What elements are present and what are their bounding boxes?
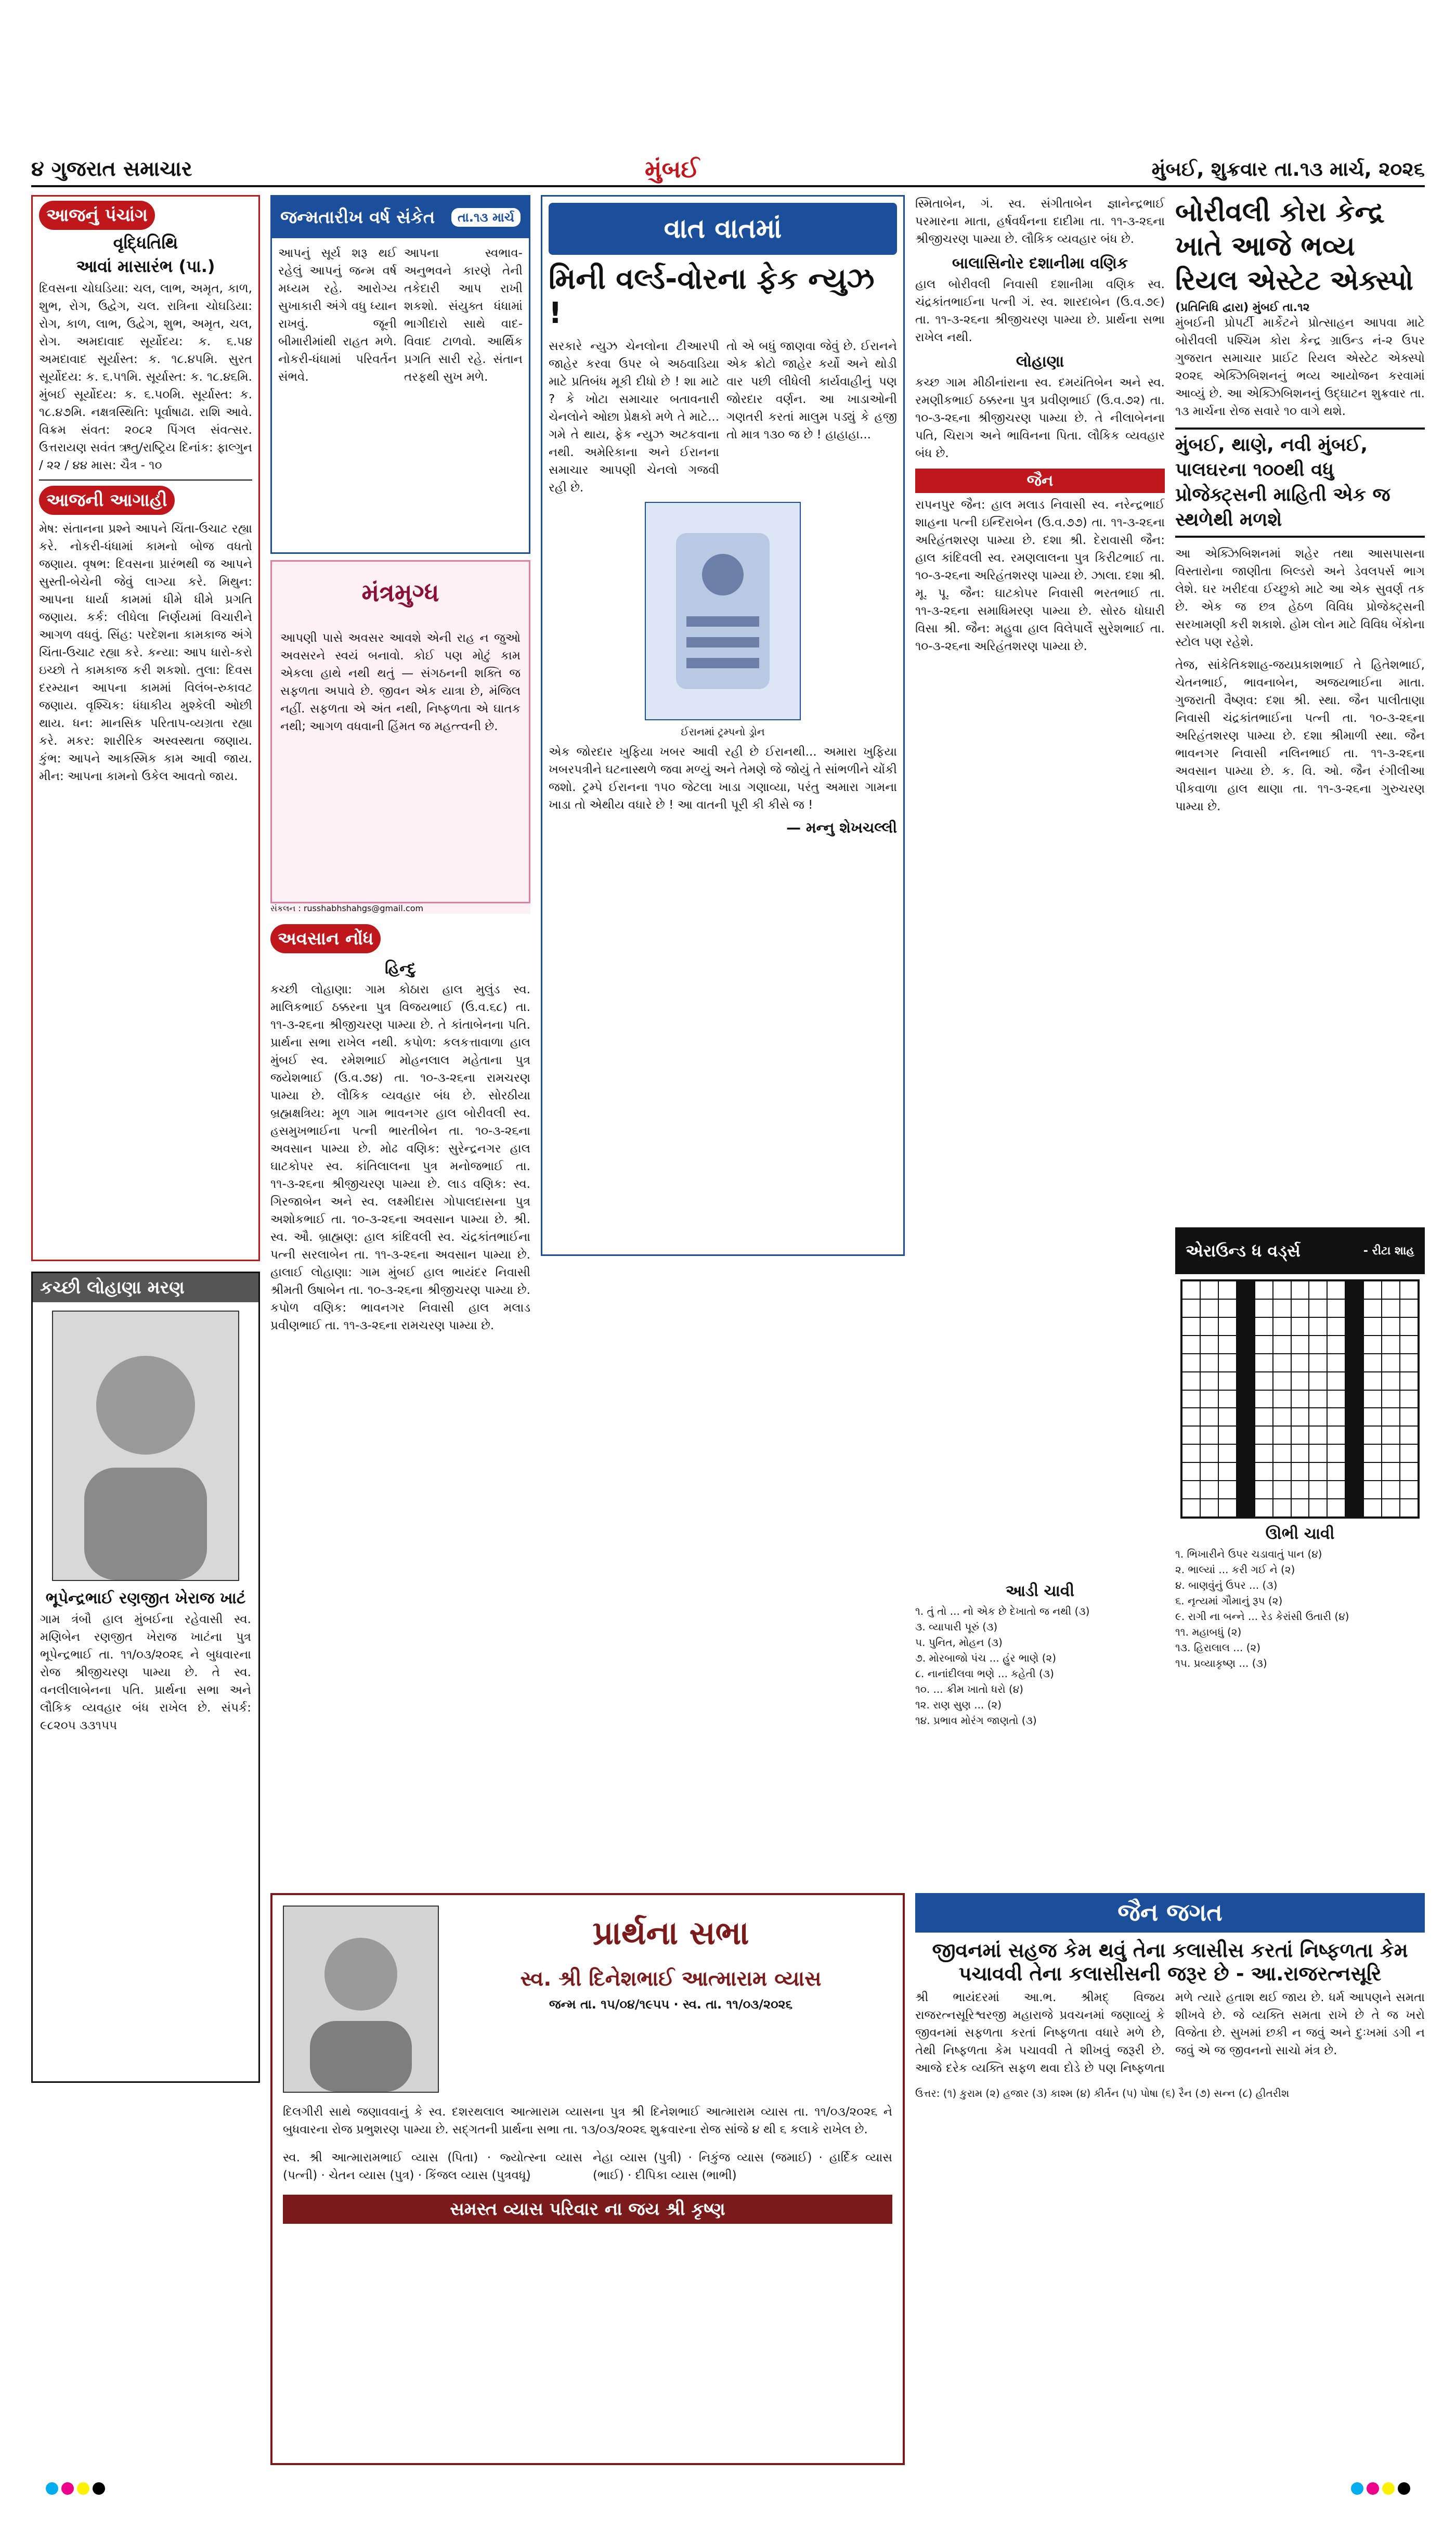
vaat-byline: — મન્નુ શેખચલ્લી	[786, 819, 897, 836]
across-title: આડી ચાવી	[1005, 1582, 1075, 1600]
crossword-cell[interactable]	[1182, 1426, 1200, 1444]
crossword-block	[1345, 1462, 1363, 1481]
mantra-body: આપણી પાસે અવસર આવશે એની રાહ ન જુઓ અવસરને સ્વયં બનાવો. કોઈ પણ મોટું કામ એકલા હાથે નથી થતું — સંગઠનની શક્તિ જ સફળતા અપાવે છે. જીવન એક યાત્રા છે, મંજિલ નહીં. સફળતા એ અંત નથી, નિષ્ફળતા એ ઘાતક નથી; આગળ વધવાની હિંમત જ મહત્ત્વની છે.	[280, 631, 521, 733]
crossword-cell[interactable]	[1182, 1481, 1200, 1499]
clue: ૧૩. હિરાલાલ ... (૨)	[1175, 1641, 1261, 1654]
vaat-title: વાત વાતમાં	[549, 203, 897, 255]
deceased-photo	[52, 1311, 239, 1581]
crossword-cell[interactable]	[1291, 1317, 1309, 1336]
crossword-cell[interactable]	[1218, 1499, 1237, 1517]
clue: ૪. બાણવુંનું ઉપર ... (૩)	[1175, 1579, 1278, 1591]
crossword-title: એરાઉન્ડ ધ વર્ડ્સ	[1186, 1240, 1301, 1261]
clue: ૧૫. પ્રવ્યાકૃષ્ણ ... (૩)	[1175, 1657, 1267, 1669]
panchang-sub: આવાં માસારંભ (પા.)	[76, 256, 215, 276]
clue: ૮. નાનાંદીલવા ભણે ... કહેતી (૩)	[915, 1667, 1054, 1680]
expo-subhead: મુંબઈ, થાણે, નવી મુંબઈ, પાલઘરના ૧૦૦થી વધુ પ્રોજેક્ટ્સની માહિતી એક જ સ્થળેથી મળશે	[1175, 427, 1425, 538]
balasinor-head: બાલાસિનોર દશાનીમા વણિક	[952, 254, 1128, 273]
crossword-cell[interactable]	[1273, 1426, 1291, 1444]
avsan-section	[270, 924, 530, 1959]
crossword-cell[interactable]	[1363, 1299, 1382, 1317]
forecast-body: મેષ: સંતાનના પ્રશ્ને આપને ચિંતા-ઉચાટ રહ્યા કરે. નોકરી-ધંધામાં કામનો બોજ વધતો જણાય. વૃષભ: દિવસના પ્રારંભથી જ આપને સુસ્તી-બેચેની જેવું લાગ્યા કરે. મિથુન: આપના ધાર્યા કામમાં ધીમે ધીમે પ્રગતિ જણાય. કર્ક: લીધેલા નિર્ણયમાં વિચારીને આગળ વધવું. સિંહ: પરદેશના કામકાજ અંગે ચિંતા-ઉચાટ રહ્યા કરે. કન્યા: આપ ધારો-કરો ઇચ્છો તે કામકાજ કરી શકશો. તુલા: દિવસ દરમ્યાન આપના કામમાં વિલંબ-રુકાવટ જણાય. વૃશ્ચિક: ધંધાકીય મુશ્કેલી ઓછી થાય. ધન: માનસિક પરિતાપ-વ્યગ્રતા રહ્યા કરે. મકર: શારીરિક અસ્વસ્થતા જણાય. કુંભ: આપને આકસ્મિક કામ આવી જાય. મીન: આપના કામનો ઉકેલ આવતો જાય.	[39, 522, 252, 783]
vaat-body-a: સરકારે ન્યુઝ ચેનલોના ટીઆરપી જાહેર કરવા ઉપર બે અઠવાડિયા માટે પ્રતિબંધ મૂકી દીધો છે ! શા માટે ? કે ખોટા સમાચાર બતાવનારી ચેનલોને ઓછા પ્રેક્ષકો મળે તે માટે... ગમે તે થાય, ફેક ન્યુઝ અટકવાના નથી. અમેરિકાના અને ઈરાનના સમાચાર આપણી ચેનલો ગજવી રહી છે.	[549, 340, 719, 495]
crossword-cell[interactable]	[1400, 1426, 1418, 1444]
crossword-cell[interactable]	[1363, 1499, 1382, 1517]
crossword-cell[interactable]	[1273, 1281, 1291, 1299]
clue: ૩. વ્યાપારી પૂરું (૩)	[915, 1621, 998, 1633]
crossword-cell[interactable]	[1363, 1462, 1382, 1481]
vaat-body-c: એક જોરદાર ખુફિયા ખબર આવી રહી છે ઈરાનથી... અમારા ખુફિયા ખબરપત્રીને ઘટનાસ્થળે જવા મળ્યું અને તેમણે જે જોયું તે સાંભળીને ચોંકી જશો. ટ્રમ્પે ઈરાનના ૧૫૦ જેટલા ખાડા ગણાવ્યા, પરંતુ અમારા ગામના ખાડા તો એથીય વધારે છે ! આ વાતની પૂરી કી કીસે જ !	[549, 745, 897, 812]
masthead	[31, 151, 1425, 187]
clue: ૫. પુનિત, મોહન (૩)	[915, 1636, 1003, 1649]
crossword-block	[1345, 1426, 1363, 1444]
crossword-cell[interactable]	[1273, 1499, 1291, 1517]
crossword-block	[1345, 1354, 1363, 1372]
crossword-cell[interactable]	[1400, 1444, 1418, 1462]
crossword-cell[interactable]	[1218, 1336, 1237, 1354]
crossword-cell[interactable]	[1255, 1426, 1273, 1444]
crossword-cell[interactable]	[1382, 1481, 1400, 1499]
crossword-block	[1237, 1354, 1255, 1372]
crossword-cell[interactable]	[1327, 1354, 1345, 1372]
obit-balasinor: હાલ બોરીવલી નિવાસી દશાનીમા વણિક સ્વ. ચંદ્રકાંતભાઈના પત્ની ગં. સ્વ. શારદાબેન (ઉ.વ.૭૯) તા. ૧૧-૩-૨૬ના શ્રીજીચરણ પામ્યા છે. પ્રાર્થના સભા રાખેલ નથી.	[915, 278, 1165, 344]
crossword-cell[interactable]	[1327, 1408, 1345, 1426]
down-title: ઊભી ચાવી	[1265, 1525, 1335, 1543]
clue: ૧૦. ... ક્રીમ ખાતો ધરો (૪)	[915, 1683, 1023, 1695]
crossword-cell[interactable]	[1255, 1499, 1273, 1517]
divider	[39, 480, 252, 481]
crossword-cell[interactable]	[1200, 1281, 1218, 1299]
crossword-block	[1345, 1390, 1363, 1408]
avsan-sub: હિન્દુ	[385, 960, 416, 978]
crossword-cell[interactable]	[1309, 1444, 1327, 1462]
across-clues-box	[915, 1576, 1165, 1877]
crossword-cell[interactable]	[1291, 1499, 1309, 1517]
crossword-cell[interactable]	[1182, 1462, 1200, 1481]
crossword-block	[1345, 1317, 1363, 1336]
crossword-cell[interactable]	[1273, 1372, 1291, 1390]
crossword-cell[interactable]	[1309, 1408, 1327, 1426]
crossword-cell[interactable]	[1273, 1299, 1291, 1317]
family-right: નેહા વ્યાસ (પુત્રી) · નિકુંજ વ્યાસ (જમાઈ) · હાર્દિક વ્યાસ (ભાઈ) · દીપિકા વ્યાસ (ભાભી)	[593, 2151, 892, 2182]
crossword-cell[interactable]	[1382, 1390, 1400, 1408]
crossword-cell[interactable]	[1363, 1281, 1382, 1299]
crossword-block	[1345, 1336, 1363, 1354]
crossword-cell[interactable]	[1218, 1299, 1237, 1317]
birthday-date: તા.૧૩ માર્ચ	[451, 208, 521, 227]
crossword-cell[interactable]	[1309, 1281, 1327, 1299]
obituary-title: કચ્છી લોહાણા મરણ	[33, 1273, 258, 1302]
crossword-header	[1175, 1227, 1425, 1274]
crossword-cell[interactable]	[1200, 1372, 1218, 1390]
crossword-cell[interactable]	[1327, 1317, 1345, 1336]
clue: ૭. મોરબાજો પંચ ... હુંર ભાણે (૨)	[915, 1652, 1057, 1664]
birthday-body	[272, 238, 529, 392]
column-janam	[270, 195, 530, 1959]
crossword-cell[interactable]	[1182, 1281, 1200, 1299]
crossword-cell[interactable]	[1182, 1317, 1200, 1336]
crossword-cell[interactable]	[1309, 1462, 1327, 1481]
crossword-cell[interactable]	[1363, 1426, 1382, 1444]
vaat-illustration	[645, 502, 801, 720]
crossword-cell[interactable]	[1382, 1462, 1400, 1481]
crossword-cell[interactable]	[1255, 1372, 1273, 1390]
registration-marks	[31, 2481, 1425, 2496]
crossword-cell[interactable]	[1327, 1390, 1345, 1408]
crossword-cell[interactable]	[1400, 1408, 1418, 1426]
crossword-cell[interactable]	[1200, 1408, 1218, 1426]
crossword-cell[interactable]	[1382, 1444, 1400, 1462]
expo-body-a: મુંબઈની પ્રોપર્ટી માર્કેટને પ્રોત્સાહન આપવા માટે બોરીવલી પશ્ચિમ કોરા કેન્દ્ર ગ્રાઉન્ડ નં-૨ ઉપર ગુજરાત સમાચાર પ્રાઈટ રિયલ એસ્ટેટ એક્સ્પો ૨૦૨૬ એક્ઝિબિશનનું ભવ્ય આયોજન કરવામાં આવ્યું છે. આ એક્ઝિબિશનનું ઉદ્ઘાટન શુક્રવાર તા. ૧૩ માર્ચના રોજ સવારે ૧૦ વાગે થશે.	[1175, 316, 1425, 418]
crossword-cell[interactable]	[1291, 1426, 1309, 1444]
vaat-body-b: તો એ બધું જાણવા જેવું છે. ઈરાનને એક ક્રોટો જાહેર કર્યો અને થોડી વાર પછી લીધેલી કાર્યવાહીનું પણ જોરદાર વર્ણન. આ ખાડાઓની ગણતરી કરતાં માલુમ પડ્યું કે હજી તો માત્ર ૧૩૦ જ છે ! હાહાહા...	[726, 340, 897, 442]
crossword-cell[interactable]	[1327, 1462, 1345, 1481]
crossword-cell[interactable]	[1327, 1499, 1345, 1517]
clue: ૧૪. પ્રભાવ મોરંગ જાણતો (૩)	[915, 1714, 1037, 1727]
crossword-cell[interactable]	[1273, 1444, 1291, 1462]
crossword-cell[interactable]	[1363, 1444, 1382, 1462]
crossword-cell[interactable]	[1363, 1336, 1382, 1354]
crossword-cell[interactable]	[1200, 1336, 1218, 1354]
across-clues	[915, 1603, 1165, 1728]
crossword-cell[interactable]	[1327, 1336, 1345, 1354]
crossword-cell[interactable]	[1309, 1317, 1327, 1336]
crossword-cell[interactable]	[1218, 1354, 1237, 1372]
crossword-cell[interactable]	[1363, 1390, 1382, 1408]
crossword-cell[interactable]	[1400, 1462, 1418, 1481]
crossword-block	[1237, 1390, 1255, 1408]
dateline: મુંબઈ, શુક્રવાર તા.૧૩ માર્ચ, ૨૦૨૬	[1151, 158, 1425, 180]
prayer-dates: જન્મ તા. ૧૫/૦૪/૧૯૫૫ · સ્વ. તા. ૧૧/૦૩/૨૦૨૬	[549, 1997, 793, 2012]
crossword-cell[interactable]	[1291, 1372, 1309, 1390]
crossword-cell[interactable]	[1363, 1317, 1382, 1336]
crossword-block	[1345, 1408, 1363, 1426]
crossword-cell[interactable]	[1400, 1317, 1418, 1336]
crossword-cell[interactable]	[1327, 1481, 1345, 1499]
clue: ૨. ભાલ્યાં ... કરી ગઈ ને (૨)	[1175, 1563, 1295, 1576]
crossword-block	[1237, 1281, 1255, 1299]
crossword-cell[interactable]	[1273, 1481, 1291, 1499]
crossword-cell[interactable]	[1255, 1317, 1273, 1336]
crossword-block	[1237, 1481, 1255, 1499]
crossword-cell[interactable]	[1291, 1299, 1309, 1317]
expo-body-c: તેજ, સાંકેતિકશાહ-જયપ્રકાશભાઈ તે હિતેશભાઈ, ચેતનભાઈ, ભાવનાબેન, અજયભાઈના માતા. ગુજરાતી વૈષ્ણવ: દશા શ્રી. સ્થા. જૈન પાલીતાણા નિવાસી ચંદ્રકાંતભાઈના પત્ની તા. ૧૦-૩-૨૬ના અરિહંતશરણ પામ્યા છે. દશા શ્રીમાળી સ્થા. જૈન ભાવનગર નિવાસી નલિનભાઈ તા. ૧૧-૩-૨૬ના અવસાન પામ્યા છે. ક. વિ. ઓ. જૈન રંગીલીઆ પીકવાળા હાલ થાણા તા. ૧૧-૩-૨૬ના ગુરુચરણ પામ્યા છે.	[1175, 658, 1425, 813]
crossword-cell[interactable]	[1382, 1299, 1400, 1317]
crossword-block	[1237, 1462, 1255, 1481]
prayer-meeting-box	[270, 1893, 905, 2465]
drone-illustration-icon	[655, 512, 790, 710]
crossword-block	[1237, 1336, 1255, 1354]
crossword-cell[interactable]	[1382, 1354, 1400, 1372]
clue: ૧૧. મહાબધું (૨)	[1175, 1626, 1242, 1638]
panchang-body: દિવસના ચોઘડિયા: ચલ, લાભ, અમૃત, કાળ, શુભ, રોગ, ઉદ્વેગ, ચલ. રાત્રિના ચોઘડિયા: રોગ, કાળ, લાભ, ઉદ્વેગ, શુભ, અમૃત, ચલ, રોગ. અમદાવાદ સૂર્યોદય: ક. ૬.૫૪ અમદાવાદ સૂર્યાસ્ત: ક. ૧૮.૪૫મિ. સુરત સૂર્યોદય: ક. ૬.૫૧મિ. સૂર્યાસ્ત: ક. ૧૮.૪૬મિ. મુંબઈ સૂર્યોદય: ક. ૬.૫૦મિ. સૂર્યાસ્ત: ક. ૧૮.૪૭મિ. નક્ષત્રસ્થિતિ: પૂર્વાષાઢા. રાશિ આવે. વિક્રમ સંવત: ૨૦૮૨ પિંગલ સંવત્સર. ઉત્તરાયણ સવંત ઋતુ/રાષ્ટ્રિય દિનાંક: ફાલ્ગુન / ૨૨ / ૪૪ માસ: ચૈત્ર - ૧૦	[39, 282, 252, 472]
jain-jagat-box	[915, 1893, 1425, 2465]
crossword-cell[interactable]	[1309, 1372, 1327, 1390]
column-expo	[1175, 195, 1425, 1124]
panchang-heading: વૃદ્ધિતિથિ	[113, 233, 178, 253]
crossword-cell[interactable]	[1382, 1317, 1400, 1336]
crossword-cell[interactable]	[1400, 1281, 1418, 1299]
crossword-cell[interactable]	[1255, 1462, 1273, 1481]
column-panchang	[31, 195, 260, 2083]
crossword-cell[interactable]	[1218, 1408, 1237, 1426]
crossword-cell[interactable]	[1273, 1317, 1291, 1336]
crossword-cell[interactable]	[1255, 1336, 1273, 1354]
crossword-cell[interactable]	[1182, 1408, 1200, 1426]
crossword-cell[interactable]	[1200, 1444, 1218, 1462]
crossword-block	[1237, 1408, 1255, 1426]
crossword-cell[interactable]	[1400, 1336, 1418, 1354]
crossword-cell[interactable]	[1255, 1481, 1273, 1499]
birthday-title: જન્મતારીખ વર્ષ સંકેત	[280, 207, 435, 228]
crossword-cell[interactable]	[1309, 1354, 1327, 1372]
crossword-block	[1237, 1499, 1255, 1517]
obit-jain: રાપનપુર જૈન: હાલ મલાડ નિવાસી સ્વ. નરેન્દ્રભાઈ શાહના પત્ની ઇન્દિરાબેન (ઉ.વ.૭૭) તા. ૧૧-૩-૨૬ના અરિહંતશરણ પામ્યા છે. દશા શ્રી. દેરાવાસી જૈન: હાલ કાંદિવલી સ્વ. રમણલાલના પુત્ર કિરીટભાઈ તા. ૧૦-૩-૨૬ના અરિહંતશરણ પામ્યા છે. ઝાલા. દશા શ્રી. મૂ. પૂ. જૈન: ઘાટકોપર નિવાસી ભરતભાઈ તા. ૧૧-૩-૨૬ના સમાધિમરણ પામ્યા છે. સોરઠ ધોઘારી વિસા શ્રી. જૈન: મહુવા હાલ વિલેપાર્લે સુરેશભાઈ તા. ૧૦-૩-૨૬ના અરિહંતશરણ પામ્યા છે.	[915, 498, 1165, 653]
prayer-footer: સમસ્ત વ્યાસ પરિવાર ના જય શ્રી કૃષ્ણ	[283, 2195, 892, 2224]
obituary-body: ગામ ત્રંબૌ હાલ મુંબઈના રહેવાસી સ્વ. મણિબેન રણજીત ખેરાજ ખાટંના પુત્ર ભૂપેન્દ્રભાઈ તા. ૧૧/૦૩/૨૦૨૬ ને બુધવારના રોજ શ્રીજીચરણ પામ્યા છે. તે સ્વ. વનલીલાબેનના પતિ. પ્રાર્થના સભા અને લૌકિક વ્યવહાર બંધ રાખેલ છે. સંપર્ક: ૯૮૨૦૫ ૩૩૧૫૫	[40, 1613, 251, 1732]
deceased-name: ભૂપેન્દ્રભાઈ રણજીત ખેરાજ ખાટં	[45, 1589, 246, 1608]
crossword-cell[interactable]	[1400, 1481, 1418, 1499]
crossword-cell[interactable]	[1327, 1372, 1345, 1390]
crossword-cell[interactable]	[1309, 1426, 1327, 1444]
mantra-box	[270, 560, 530, 903]
crossword-cell[interactable]	[1363, 1408, 1382, 1426]
prayer-top	[272, 1895, 903, 2103]
prayer-heading-block	[449, 1906, 892, 2093]
crossword-block	[1345, 1299, 1363, 1317]
crossword-cell[interactable]	[1255, 1390, 1273, 1408]
prayer-photo	[283, 1906, 439, 2093]
crossword-cell[interactable]	[1182, 1499, 1200, 1517]
crossword-cell[interactable]	[1291, 1281, 1309, 1299]
vaat-columns	[549, 338, 897, 497]
page-label: ૪ ગુજરાત સમાચાર	[31, 157, 192, 181]
illustration-caption: ઈરાનમાં ટ્રમ્પનો ડ્રોન	[681, 725, 765, 738]
portrait-icon	[284, 1907, 438, 2092]
crossword-cell[interactable]	[1291, 1408, 1309, 1426]
obit-lohana: કચ્છ ગામ મીઠીનાંરાના સ્વ. દમયંતિબેન અને સ્વ. રમણીકભાઈ ઠક્કરના પુત્ર પ્રવીણભાઈ (ઉ.વ.૭૨) તા. ૧૦-૩-૨૬ના શ્રીજીચરણ પામ્યા છે. તે નીલાબેનના પતિ, ચિરાગ અને ભાવિનના પિતા. લૌકિક વ્યવહાર બંધ છે.	[915, 376, 1165, 460]
crossword-cell[interactable]	[1200, 1462, 1218, 1481]
crossword-cell[interactable]	[1255, 1408, 1273, 1426]
crossword-cell[interactable]	[1273, 1408, 1291, 1426]
crossword-cell[interactable]	[1200, 1481, 1218, 1499]
crossword-cell[interactable]	[1218, 1444, 1237, 1462]
crossword-cell[interactable]	[1200, 1426, 1218, 1444]
crossword-block	[1237, 1444, 1255, 1462]
crossword-box	[1175, 1227, 1425, 1872]
crossword-cell[interactable]	[1382, 1426, 1400, 1444]
birthday-box	[270, 195, 530, 554]
crossword-cell[interactable]	[1273, 1462, 1291, 1481]
crossword-cell[interactable]	[1218, 1281, 1237, 1299]
crossword-cell[interactable]	[1327, 1426, 1345, 1444]
crossword-cell[interactable]	[1255, 1299, 1273, 1317]
crossword-cell[interactable]	[1218, 1462, 1237, 1481]
down-clues	[1175, 1546, 1425, 1671]
crossword-cell[interactable]	[1400, 1354, 1418, 1372]
portrait-icon	[53, 1312, 238, 1580]
crossword-cell[interactable]	[1200, 1499, 1218, 1517]
prayer-name: સ્વ. શ્રી દિનેશભાઈ આત્મારામ વ્યાસ	[520, 1967, 822, 1991]
crossword-cell[interactable]	[1400, 1372, 1418, 1390]
prayer-family	[272, 2139, 903, 2195]
crossword-cell[interactable]	[1273, 1336, 1291, 1354]
crossword-cell[interactable]	[1382, 1336, 1400, 1354]
mantra-email: સંકલન : russhabhshahgs@gmail.com	[270, 903, 530, 914]
crossword-answers: ઉત્તર: (૧) કુરામ (૨) હજાર (૩) કાશ્મ (૪) કીર્તન (૫) પોષા (૬) રૈન (૭) સન્ન (૮) હીતરીશ	[915, 2087, 1290, 2100]
section-title: મુંબઈ	[645, 155, 699, 183]
jain-head: જૈન	[915, 469, 1165, 493]
crossword-cell[interactable]	[1363, 1354, 1382, 1372]
crossword-cell[interactable]	[1182, 1372, 1200, 1390]
prayer-title: પ્રાર્થના સભા	[592, 1914, 749, 1952]
crossword-cell[interactable]	[1218, 1426, 1237, 1444]
crossword-cell[interactable]	[1200, 1390, 1218, 1408]
birthday-text-b: આપના સ્વભાવ-અનુભવને કારણે તેની તકેદારી આપ રાખી શકશો. સંયુક્ત ધંધામાં ભાગીદારો સાથે વાદ-વિવાદ ટાળવો. આર્થિક પ્રગતિ સારી રહે. સંતાન તરફથી સુખ મળે.	[404, 247, 523, 384]
crossword-cell[interactable]	[1327, 1444, 1345, 1462]
crossword-cell[interactable]	[1291, 1390, 1309, 1408]
crossword-cell[interactable]	[1255, 1281, 1273, 1299]
crossword-cell[interactable]	[1291, 1354, 1309, 1372]
crossword-cell[interactable]	[1382, 1281, 1400, 1299]
birthday-header	[272, 197, 529, 238]
family-left: સ્વ. શ્રી આત્મારામભાઈ વ્યાસ (પિતા) · જ્યોત્સ્ના વ્યાસ (પત્ની) · ચેતન વ્યાસ (પુત્ર) · કિંજલ વ્યાસ (પુત્રવધૂ)	[283, 2151, 582, 2182]
crossword-cell[interactable]	[1327, 1299, 1345, 1317]
expo-dateline: (પ્રતિનિધિ દ્વારા) મુંબઈ તા.૧૨	[1175, 301, 1310, 314]
jain-jagat-body: શ્રી ભાયંદરમાં આ.ભ. શ્રીમદ્ વિજય રાજરત્નસૂરિશ્વરજી મહારાજે પ્રવચનમાં જણાવ્યું કે જીવનમાં સફળતા કરતાં નિષ્ફળતા વધારે મળે છે, તેથી નિષ્ફળતા કેમ પચાવવી તે શીખવું જરૂરી છે. આજે દરેક વ્યક્તિ સફળ થવા દોડે છે પણ નિષ્ફળતા મળે ત્યારે હતાશ થઈ જાય છે. ધર્મ આપણને સમતા શીખવે છે. જે વ્યક્તિ સમતા રાખે છે તે જ ખરો વિજેતા છે. સુખમાં છકી ન જવું અને દુઃખમાં ડગી ન જવું એ જ જીવનનો સાચો મંત્ર છે.	[915, 1991, 1425, 2075]
obit-smitaben: સ્મિતાબેન, ગં. સ્વ. સંગીતાબેન જ્ઞાનેન્દ્રભાઈ પરમારના માતા, હર્ષવર્ધનના દાદીમા તા. ૧૧-૩-૨૬ના શ્રીજીચરણ પામ્યા છે. લૌકિક વ્યવહાર બંધ છે.	[915, 197, 1165, 246]
crossword-cell[interactable]	[1363, 1481, 1382, 1499]
crossword-cell[interactable]	[1182, 1444, 1200, 1462]
crossword-cell[interactable]	[1291, 1444, 1309, 1462]
crossword-cell[interactable]	[1200, 1317, 1218, 1336]
crossword-cell[interactable]	[1273, 1354, 1291, 1372]
vaat-headline: મિની વર્લ્ડ-વોરના ફેક ન્યુઝ !	[549, 262, 875, 330]
crossword-cell[interactable]	[1400, 1390, 1418, 1408]
crossword-author: - રીટા શાહ	[1363, 1244, 1414, 1258]
crossword-block	[1345, 1481, 1363, 1499]
crossword-cell[interactable]	[1218, 1481, 1237, 1499]
crossword-cell[interactable]	[1309, 1299, 1327, 1317]
avsan-title: અવસાન નોંધ	[270, 924, 381, 953]
crossword-cell[interactable]	[1218, 1390, 1237, 1408]
crossword-cell[interactable]	[1182, 1354, 1200, 1372]
crossword-cell[interactable]	[1382, 1372, 1400, 1390]
crossword-cell[interactable]	[1200, 1354, 1218, 1372]
crossword-cell[interactable]	[1273, 1390, 1291, 1408]
crossword-block	[1237, 1426, 1255, 1444]
crossword-cell[interactable]	[1200, 1299, 1218, 1317]
clue: ૧. ભિખારીને ઉપર ચડાવાતું પાન (૪)	[1175, 1548, 1322, 1560]
crossword-cell[interactable]	[1291, 1481, 1309, 1499]
crossword-cell[interactable]	[1363, 1372, 1382, 1390]
lohana-head: લોહાણા	[1016, 353, 1064, 371]
mantra-title: મંત્રમુગ્ધ	[361, 578, 439, 607]
crossword-block	[1345, 1281, 1363, 1299]
column-obits	[915, 195, 1165, 1276]
crossword-block	[1237, 1317, 1255, 1336]
forecast-title: આજની આગાહી	[39, 486, 175, 515]
crossword-cell[interactable]	[1309, 1499, 1327, 1517]
clue: ૬. નૃત્યમાં ગૌમાનું રૂપ (૨)	[1175, 1595, 1283, 1607]
vaat-box	[541, 195, 905, 1256]
crossword-cell[interactable]	[1182, 1390, 1200, 1408]
birthday-text-a: આપનું સૂર્ય શરૂ થઈ રહેલું આપનું જન્મ વર્ષ મધ્યમ રહે. આરોગ્ય સુખાકારી અંગે વધુ ધ્યાન રાખવું. જૂની બીમારીમાંથી રાહત મળે. નોકરી-ધંધામાં પરિવર્તન સંભવે.	[278, 247, 397, 384]
crossword-cell[interactable]	[1400, 1299, 1418, 1317]
lohana-obituary	[31, 1272, 260, 2083]
color-registration-icon	[31, 2481, 1425, 2496]
crossword-cell[interactable]	[1255, 1354, 1273, 1372]
crossword-cell[interactable]	[1218, 1317, 1237, 1336]
crossword-grid[interactable]	[1180, 1279, 1420, 1519]
crossword-cell[interactable]	[1291, 1462, 1309, 1481]
crossword-block	[1345, 1372, 1363, 1390]
crossword-block	[1345, 1499, 1363, 1517]
crossword-cell[interactable]	[1327, 1281, 1345, 1299]
crossword-cell[interactable]	[1182, 1336, 1200, 1354]
jain-jagat-headline: જીવનમાં સહજ કેમ થવું તેના કલાસીસ કરતાં નિષ્ફળતા કેમ પચાવવી તેના કલાસીસની જરૂર છે - આ.રાજરત્નસૂરિ	[932, 1939, 1408, 1985]
crossword-cell[interactable]	[1291, 1336, 1309, 1354]
crossword-cell[interactable]	[1255, 1444, 1273, 1462]
crossword-block	[1345, 1444, 1363, 1462]
crossword-cell[interactable]	[1309, 1390, 1327, 1408]
crossword-cell[interactable]	[1382, 1499, 1400, 1517]
column-vaat	[541, 195, 905, 1256]
crossword-block	[1237, 1372, 1255, 1390]
prayer-body: દિલગીરી સાથે જણાવવાનું કે સ્વ. દશરથલાલ આત્મારામ વ્યાસના પુત્ર શ્રી દિનેશભાઈ આત્મારામ વ્યાસ તા. ૧૧/૦૩/૨૦૨૬ ને બુધવારના રોજ પ્રભુશરણ પામ્યા છે. સદ્ગતની પ્રાર્થના સભા તા. ૧૩/૦૩/૨૦૨૬ શુક્રવારના રોજ સાંજે ૪ થી ૬ કલાકે રાખેલ છે.	[283, 2105, 892, 2136]
avsan-body: કચ્છી લોહાણા: ગામ કોઠારા હાલ મુલુંડ સ્વ. માલિકભાઈ ઠક્કરના પુત્ર વિજયભાઈ (ઉ.વ.૬૮) તા. ૧૧-૩-૨૬ના શ્રીજીચરણ પામ્યા છે. તે કાંતાબેનના પતિ. પ્રાર્થના સભા રાખેલ નથી. કપોળ: કલકત્તાવાળા હાલ મુંબઈ સ્વ. રમેશભાઈ મોહનલાલ મહેતાના પુત્ર જયેશભાઈ (ઉ.વ.૭૪) તા. ૧૦-૩-૨૬ના રામચરણ પામ્યા છે. લૌકિક વ્યવહાર બંધ છે. સોરઠીયા બ્રહ્મક્ષત્રિય: મૂળ ગામ ભાવનગર હાલ બોરીવલી સ્વ. હસમુખભાઈના પત્ની ભારતીબેન તા. ૧૦-૩-૨૬ના અવસાન પામ્યા છે. મોઢ વણિક: સુરેન્દ્રનગર હાલ ઘાટકોપર સ્વ. કાંતિલાલના પુત્ર મનોજભાઈ તા. ૧૧-૩-૨૬ના શ્રીજીચરણ પામ્યા છે. લાડ વણિક: સ્વ. ગિરજાબેન અને સ્વ. લક્ષ્મીદાસ ગોપાલદાસના પુત્ર અશોકભાઈ તા. ૧૦-૩-૨૬ના અવસાન પામ્યા છે. શ્રી. સ્વ. ઔ. બ્રાહ્મણ: હાલ કાંદિવલી સ્વ. ચંદ્રકાંતભાઈના પત્ની સરલાબેન તા. ૧૧-૩-૨૬ના અવસાન પામ્યા છે. હાલાઈ લોહાણા: ગામ મુંબઈ હાલ ભાયંદર નિવાસી શ્રીમતી ઉષાબેન તા. ૧૦-૩-૨૬ના શ્રીજીચરણ પામ્યા છે. કપોળ વણિક: ભાવનગર નિવાસી હાલ મલાડ પ્રવીણભાઈ તા. ૧૧-૩-૨૬ના રામચરણ પામ્યા છે.	[270, 983, 530, 1332]
crossword-cell[interactable]	[1400, 1499, 1418, 1517]
clue: ૧૨. રાણ સુણ ... (૨)	[915, 1699, 1002, 1711]
crossword-cell[interactable]	[1182, 1299, 1200, 1317]
crossword-cell[interactable]	[1309, 1481, 1327, 1499]
expo-headline: બોરીવલી કોરા કેન્દ્ર ખાતે આજે ભવ્ય રિયલ એસ્ટેટ એક્સ્પો	[1175, 197, 1413, 296]
clue: ૧. તું તો ... નો એક છે દેખાતો જ નથી (૩)	[915, 1605, 1090, 1617]
crossword-block	[1237, 1299, 1255, 1317]
crossword-cell[interactable]	[1382, 1408, 1400, 1426]
expo-body-b: આ એક્ઝિબિશનમાં શહેર તથા આસપાસના વિસ્તારોના જાણીતા બિલ્ડરો અને ડેવલપર્સ ભાગ લેશે. ઘર ખરીદવા ઈચ્છુકો માટે આ એક સુવર્ણ તક છે. એક જ છત્ર હેઠળ વિવિધ પ્રોજેક્ટ્સની સરખામણી કરી શકાશે. હોમ લોન માટે વિવિધ બેંકોના સ્ટોલ પણ રહેશે.	[1175, 547, 1425, 649]
crossword-cell[interactable]	[1218, 1372, 1237, 1390]
panchang-box	[31, 195, 260, 1261]
panchang-title: આજનું પંચાંગ	[39, 201, 155, 230]
crossword-cell[interactable]	[1309, 1336, 1327, 1354]
clue: ૯. રાગી ના બન્ને ... રેડ કેરાંસી ઉતારી (૪)	[1175, 1610, 1349, 1623]
jain-jagat-title: જૈન જગત	[915, 1893, 1425, 1933]
